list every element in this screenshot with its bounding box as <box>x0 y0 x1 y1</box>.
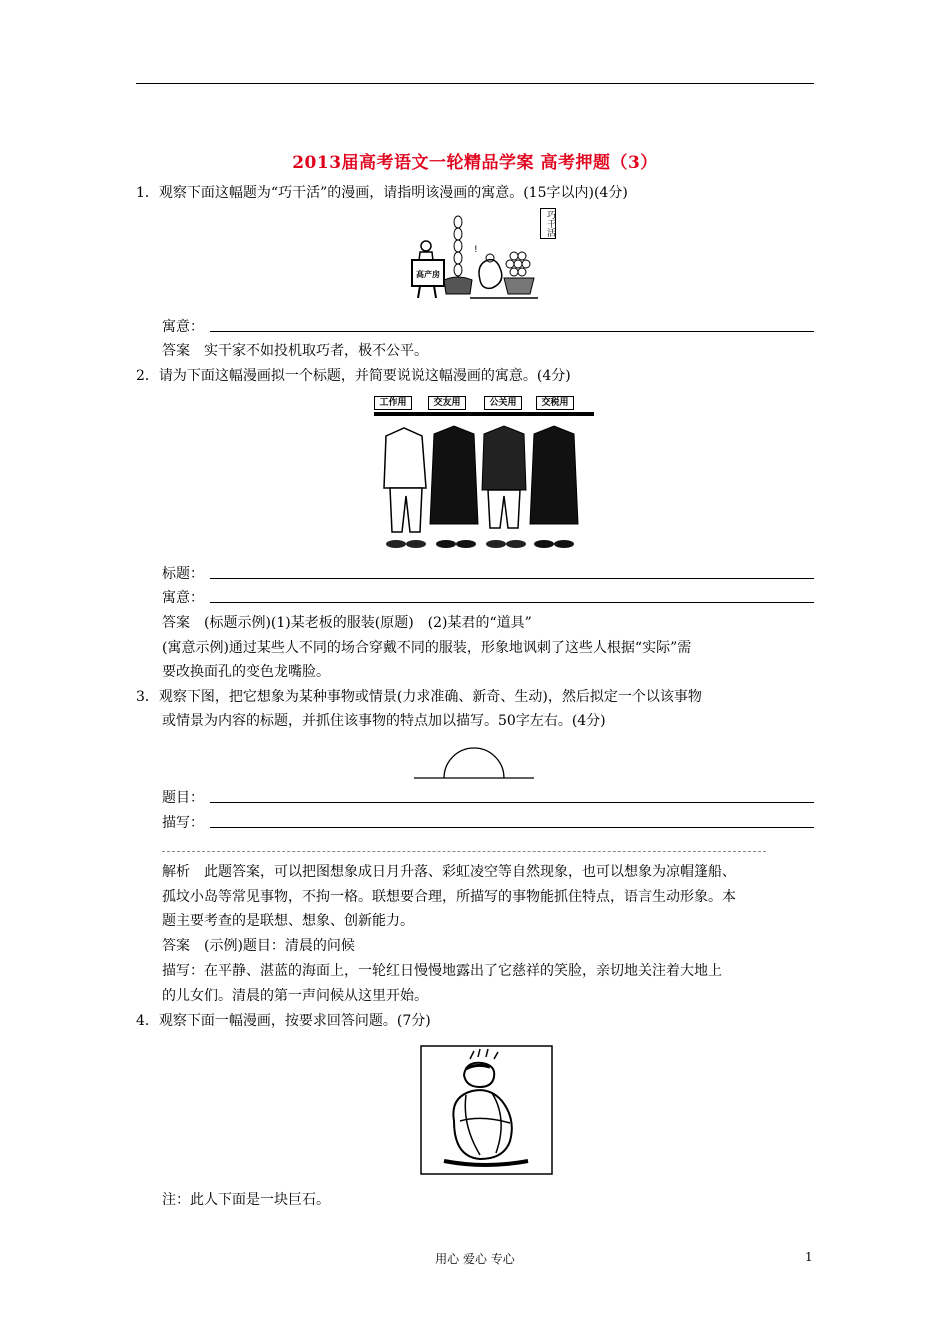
q1-answer: 答案 实干家不如投机取巧者，极不公平。 <box>162 343 428 359</box>
q3-desc-blank-2[interactable] <box>162 851 766 852</box>
q3-answer-line-3: 的儿女们。清晨的第一声问候从这里开始。 <box>162 988 428 1004</box>
header-rule <box>136 83 814 84</box>
q2-title-blank[interactable] <box>210 578 814 579</box>
q2-hanger-label-2: 交友用 <box>428 396 466 410</box>
q2-prompt: 2．请为下面这幅漫画拟一个标题，并简要说说这幅漫画的寓意。(4分) <box>136 368 571 384</box>
q3-analysis-line-2: 孤坟小岛等常见事物，不拘一格。联想要合理，所描写的事物能抓住特点，语言生动形象。本 <box>162 889 736 905</box>
q3-prompt-line-2: 或情景为内容的标题，并抓住该事物的特点加以描写。50字左右。(4分) <box>162 713 606 729</box>
q1-answer-blank[interactable] <box>210 331 814 332</box>
svg-text:!: ! <box>474 245 478 255</box>
q3-answer-line-1: 答案 (示例)题目：清晨的问候 <box>162 938 355 954</box>
q3-answer-line-2: 描写：在平静、湛蓝的海面上，一轮红日慢慢地露出了它慈祥的笑脸，亲切地关注着大地上 <box>162 963 722 979</box>
q2-answer-line-1: 答案 (标题示例)(1)某老板的服装(原题) (2)某君的“道具” <box>162 615 532 631</box>
q2-hanger-label-3: 公关用 <box>484 396 522 410</box>
q2-blank-title-label: 标题： <box>162 566 204 582</box>
q1-cartoon-caption: 巧干活 <box>540 208 556 239</box>
q3-prompt-line-1: 3．观察下图，把它想象为某种事物或情景(力求准确、新奇、生动)，然后拟定一个以该事物 <box>136 689 702 705</box>
q2-meaning-blank[interactable] <box>210 602 814 603</box>
q1-sign-text: 高产房 <box>416 270 440 279</box>
q3-blank-desc-label: 描写： <box>162 815 204 831</box>
q3-analysis-line-1: 解析 此题答案，可以把图想象成日月升落、彩虹凌空等自然现象，也可以想象为凉帽篷船、 <box>162 864 736 880</box>
page-number: 1 <box>805 1250 813 1264</box>
q3-semicircle-figure <box>414 738 534 780</box>
document-title: 2013届高考语文一轮精品学案 高考押题（3） <box>292 153 658 173</box>
q3-desc-blank-1[interactable] <box>210 827 814 828</box>
q2-hanger-label-4: 交税用 <box>536 396 574 410</box>
q2-cartoon <box>374 392 594 560</box>
footer-motto: 用心 爱心 专心 <box>435 1252 515 1266</box>
q4-cartoon <box>420 1045 553 1175</box>
q3-title-blank[interactable] <box>210 802 814 803</box>
q2-answer-line-3: 要改换面孔的变色龙嘴脸。 <box>162 664 330 680</box>
q3-analysis-line-3: 题主要考查的是联想、想象、创新能力。 <box>162 913 414 929</box>
q4-prompt: 4．观察下面一幅漫画，按要求回答问题。(7分) <box>136 1013 431 1029</box>
q2-blank-meaning-label: 寓意： <box>162 590 204 606</box>
q2-answer-line-2: (寓意示例)通过某些人不同的场合穿戴不同的服装，形象地讽刺了这些人根据“实际”需 <box>162 640 692 656</box>
q1-cartoon <box>410 208 560 304</box>
q2-hanger-label-1: 工作用 <box>374 396 412 410</box>
q1-blank-label: 寓意： <box>162 319 204 335</box>
q3-blank-title-label: 题目： <box>162 790 204 806</box>
q4-note: 注：此人下面是一块巨石。 <box>162 1192 330 1208</box>
q1-prompt: 1．观察下面这幅题为“巧干活”的漫画，请指明该漫画的寓意。(15字以内)(4分) <box>136 185 628 201</box>
